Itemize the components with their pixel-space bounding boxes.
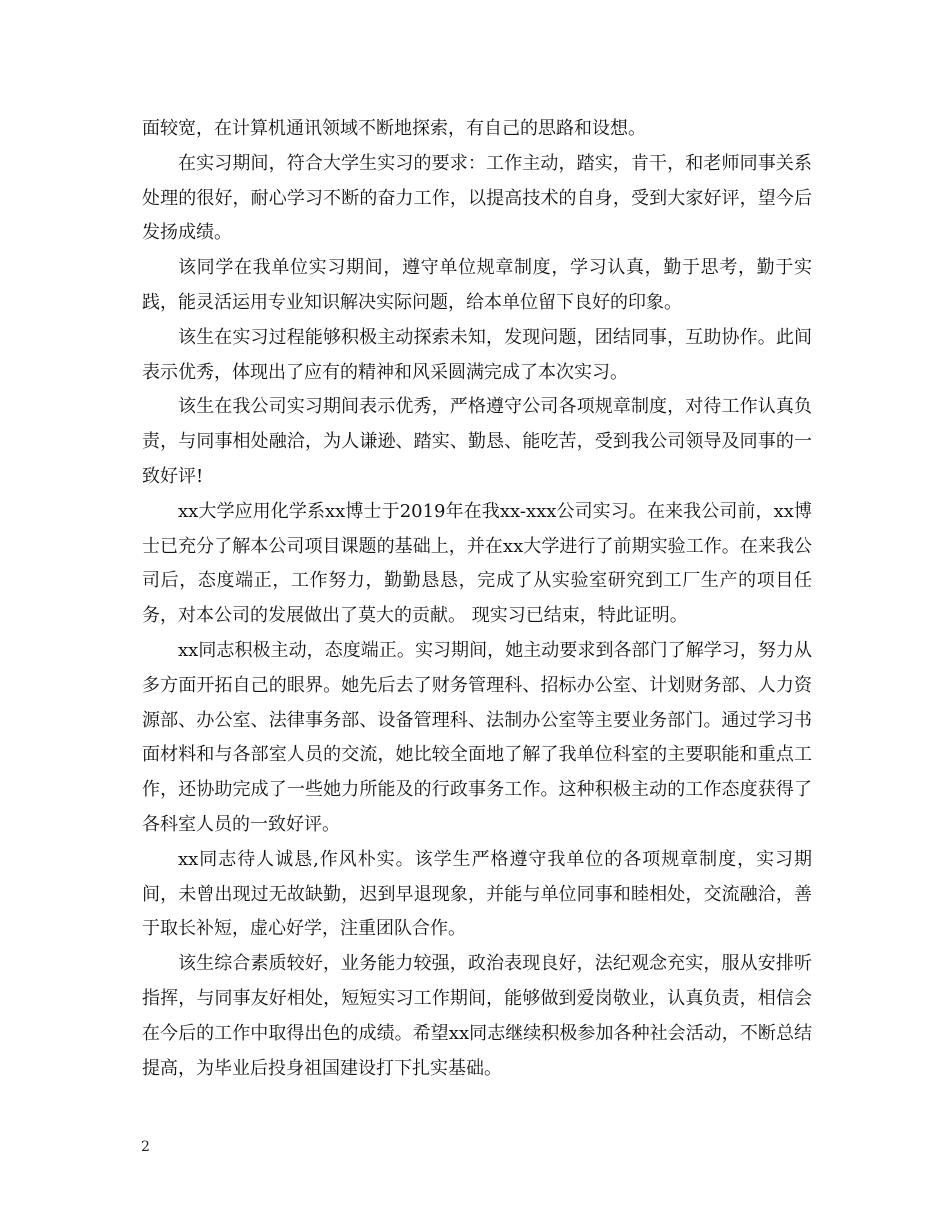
paragraph-continued: 面较宽，在计算机通讯领域不断地探索，有自己的思路和设想。 <box>142 118 646 139</box>
page-number: 2 <box>141 1139 150 1155</box>
paragraph-rules-compliance: 该同学在我单位实习期间，遵守单位规章制度，学习认真，勤于思考，勤于实践，能灵活运用专业知识解决实际问题，给本单位留下良好的印象。 <box>142 257 812 313</box>
paragraph-attendance-teamwork: xx同志待人诚恳,作风朴实。该学生严格遵守我单位的各项规章制度，实习期间，未曾出现过无故缺勤，迟到早退现象，并能与单位同事和睦相处，交流融洽，善于取长补短，虚心好学，注重团队合作。 <box>142 848 812 940</box>
paragraph-active-exploration: 该生在实习过程能够积极主动探索未知，发现问题，团结同事，互助协作。此间表示优秀，体现出了应有的精神和风采圆满完成了本次实习。 <box>142 326 812 383</box>
paragraph-overall-evaluation: 该生综合素质较好，业务能力较强，政治表现良好，法纪观念充实，服从安排听指挥，与同事友好相处，短短实习工作期间，能够做到爱岗敬业，认真负责，相信会在今后的工作中取得出色的成绩。希望xx同志继续积极参加各种社会活动，不断总结提高，为毕业后投身祖国建设打下扎实基础。 <box>142 953 812 1079</box>
paragraph-internship-requirements: 在实习期间，符合大学生实习的要求：工作主动，踏实，肯干，和老师同事关系处理的很好，耐心学习不断的奋力工作，以提高技术的自身，受到大家好评，望今后发扬成绩。 <box>142 152 812 244</box>
paragraph-department-rotation: xx同志积极主动，态度端正。实习期间，她主动要求到各部门了解学习，努力从多方面开拓自己的眼界。她先后去了财务管理科、招标办公室、计划财务部、人力资源部、办公室、法律事务部、设备管理科、法制办公室等主要业务部门。通过学习书面材料和与各部室人员的交流，她比较全面地了解了我单位科室的主要职能和重点工作，还协助完成了一些她力所能及的行政事务工作。这种积极主动的工作态度获得了各科室人员的一致好评。 <box>142 639 812 835</box>
document-body <box>142 112 812 1086</box>
paragraph-doctor-internship: xx大学应用化学系xx博士于2019年在我xx-xxx公司实习。在来我公司前，xx博士已充分了解本公司项目课题的基础上，并在xx大学进行了前期实验工作。在来我公司后，态度端正，工作努力，勤勤恳恳，完成了从实验室研究到工厂生产的项目任务，对本公司的发展做出了莫大的贡献。 现实习已结束，特此证明。 <box>142 500 812 627</box>
paragraph-company-praise: 该生在我公司实习期间表示优秀，严格遵守公司各项规章制度，对待工作认真负责，与同事相处融洽，为人谦逊、踏实、勤恳、能吃苦，受到我公司领导及同事的一致好评! <box>142 396 812 487</box>
